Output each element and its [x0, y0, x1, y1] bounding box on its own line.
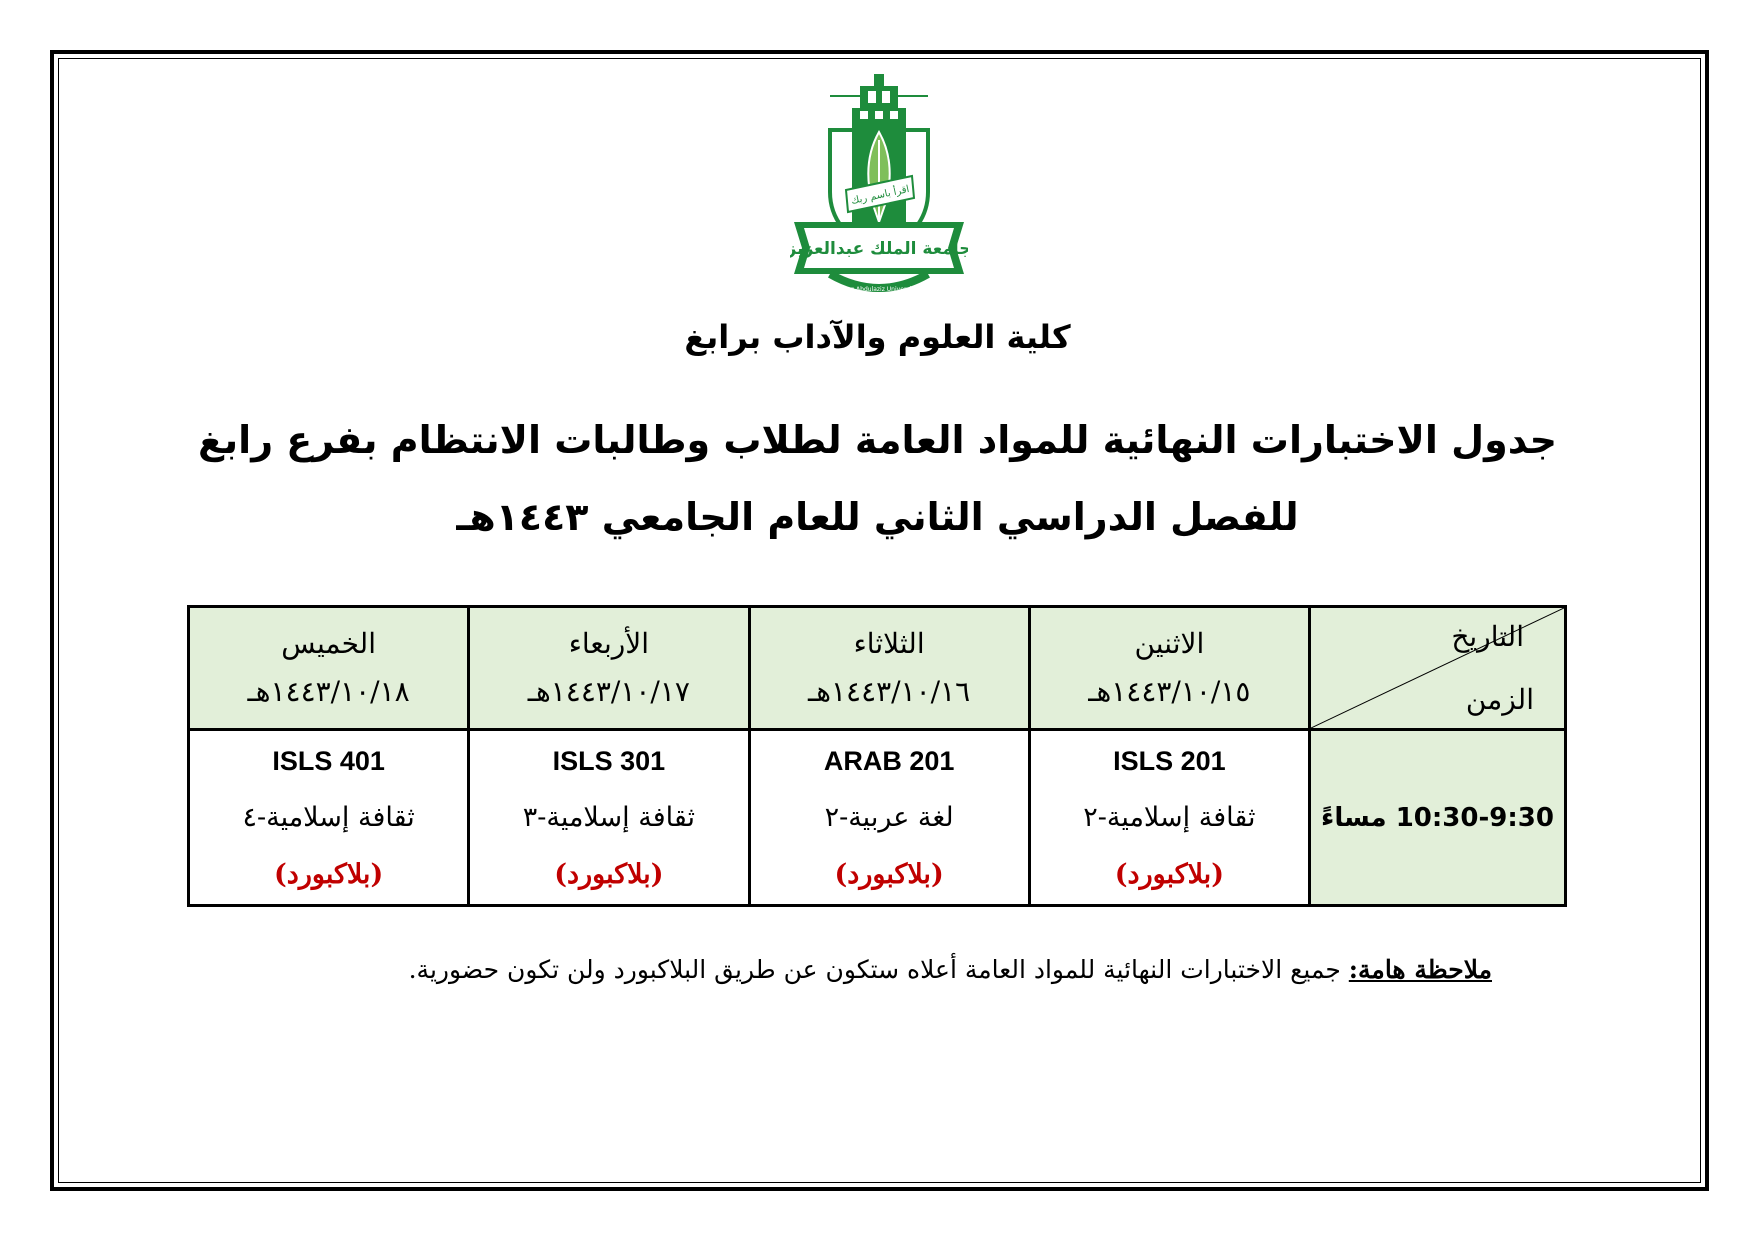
- exam-cell: [469, 730, 749, 906]
- course-code: ISLS 301: [552, 745, 666, 776]
- course-code: ARAB 201: [823, 745, 955, 776]
- column-header: [469, 607, 749, 730]
- course-name: لغة عربية-٢: [824, 801, 954, 833]
- course-name: ثقافة إسلامية-٤: [242, 801, 415, 833]
- date-label: ١٤٤٣/١٠/١٥هـ: [1088, 675, 1251, 708]
- course-code: ISLS 201: [1113, 745, 1226, 776]
- day-label: الخميس: [281, 627, 376, 660]
- corner-cell: [1310, 607, 1566, 730]
- course-code: ISLS 401: [272, 745, 385, 776]
- time-header-label: الزمن: [1465, 683, 1534, 716]
- svg-text:King Abdulaziz University: King Abdulaziz University: [840, 286, 918, 293]
- column-header: [749, 607, 1029, 730]
- exam-mode: (بلاكبورد): [1114, 858, 1224, 890]
- date-label: ١٤٤٣/١٠/١٧هـ: [527, 675, 690, 708]
- column-header: [1029, 607, 1309, 730]
- exam-mode: (بلاكبورد): [834, 858, 944, 890]
- date-label: ١٤٤٣/١٠/١٦هـ: [808, 675, 971, 708]
- university-logo: [790, 72, 968, 302]
- exam-mode: (بلاكبورد): [274, 858, 384, 890]
- exam-schedule-table: [187, 605, 1567, 907]
- exam-cell: [189, 730, 469, 906]
- exam-cell: [749, 730, 1029, 906]
- svg-text:اقرأ باسم ربك: اقرأ باسم ربك: [850, 183, 911, 207]
- schedule-title: جدول الاختبارات النهائية للمواد العامة لطلاب وطالبات الانتظام بفرع رابغ: [197, 418, 1558, 462]
- day-label: الأربعاء: [568, 627, 650, 660]
- table-header-row: [189, 607, 1566, 730]
- exam-cell: [1029, 730, 1309, 906]
- note-text: جميع الاختبارات النهائية للمواد العامة أعلاه ستكون عن طريق البلاكبورد ولن تكون حضورية.: [408, 955, 1349, 984]
- date-label: ١٤٤٣/١٠/١٨هـ: [247, 675, 410, 708]
- time-slot: 10:30-9:30 مساءً: [1310, 730, 1566, 906]
- exam-mode: (بلاكبورد): [554, 858, 664, 890]
- column-header: [189, 607, 469, 730]
- svg-text:جامعة الملك عبدالعزيز: جامعة الملك عبدالعزيز: [790, 239, 968, 259]
- important-note: [200, 955, 1492, 984]
- day-label: الاثنين: [1134, 627, 1205, 660]
- note-label: ملاحظة هامة:: [1348, 955, 1492, 984]
- day-label: الثلاثاء: [853, 627, 925, 660]
- course-name: ثقافة إسلامية-٣: [522, 801, 696, 833]
- table-row: [189, 730, 1566, 906]
- schedule-subtitle: للفصل الدراسي الثاني للعام الجامعي ١٤٤٣هـ: [456, 495, 1299, 539]
- college-name: كلية العلوم والآداب برابغ: [684, 318, 1071, 356]
- course-name: ثقافة إسلامية-٢: [1083, 801, 1256, 833]
- date-header-label: التاريخ: [1451, 620, 1524, 653]
